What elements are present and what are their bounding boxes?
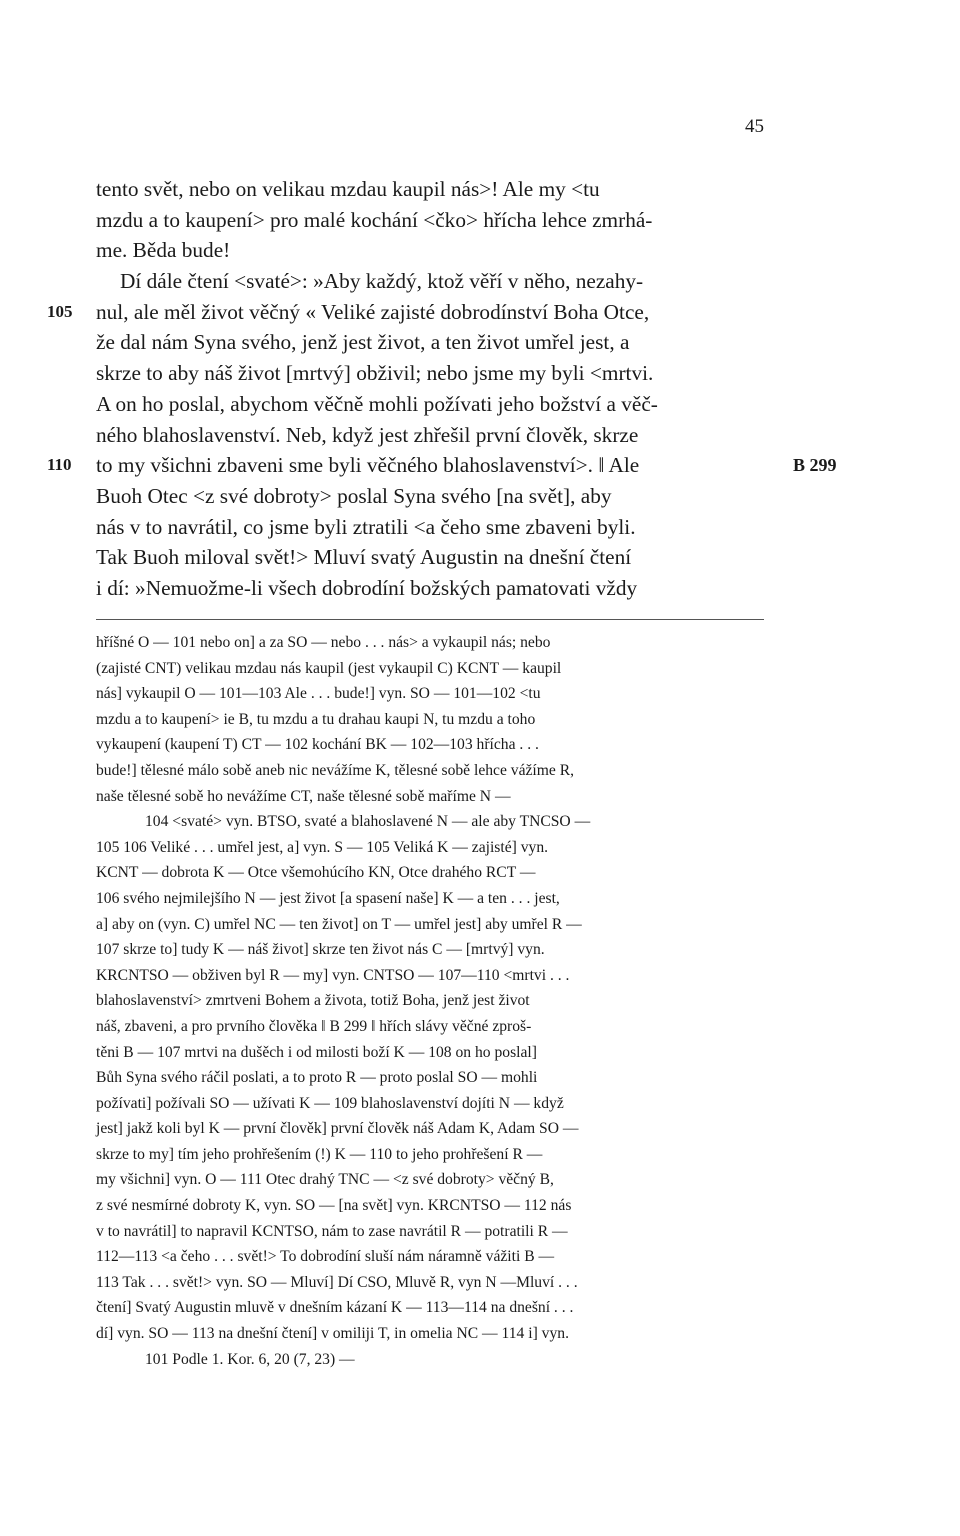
apparatus-text: (zajisté CNT) velikau mzdau nás kaupil (jest vykaupil C) KCNT — kaupil — [96, 659, 562, 677]
apparatus-text: 107 skrze to] tudy K — náš život] skrze ten život nás C — [mrtvý] vyn. — [96, 941, 545, 959]
main-text-content: mzdu a to kaupení> pro malé kochání <čko> hřícha lehce zmrhá- — [96, 207, 653, 232]
apparatus-line — [0, 1219, 960, 1245]
apparatus-line — [0, 681, 960, 707]
apparatus-line — [0, 1142, 960, 1168]
apparatus-line — [0, 1244, 960, 1270]
footnote: 101 Podle 1. Kor. 6, 20 (7, 23) — — [145, 1351, 355, 1368]
main-text-content: nul, ale měl život věčný « Veliké zajisté dobrodínství Boha Otce, — [96, 299, 650, 324]
main-text-content: tento svět, nebo on velikau mzdau kaupil nás>! Ale my <tu — [96, 177, 600, 201]
apparatus-text: a] aby on (vyn. C) umřel NC — ten život] on T — umřel jest] aby umřel R — — [96, 915, 582, 933]
main-text — [0, 174, 960, 604]
apparatus-line — [0, 1270, 960, 1296]
apparatus-text: v to navrátil] to napravil KCNTSO, nám to zase navrátil R — potratili R — — [96, 1222, 568, 1240]
apparatus-text: hříšné O — 101 nebo on] a za SO — nebo . . . nás> a vykaupil nás; nebo — [96, 634, 551, 651]
apparatus-line — [0, 963, 960, 989]
apparatus-line — [0, 809, 960, 835]
apparatus-text: vykaupení (kaupení T) CT — 102 kochání BK — 102—103 hřícha . . . — [96, 736, 539, 754]
main-text-line — [0, 205, 960, 236]
apparatus-text: bude!] tělesné málo sobě aneb nic nevážíme K, tělesné sobě lehce vážíme R, — [96, 761, 575, 779]
apparatus-text: mzdu a to kaupení> ie B, tu mzdu a tu drahau kaupi N, tu mzdu a toho — [96, 710, 536, 728]
apparatus-line — [0, 1091, 960, 1117]
apparatus-line — [0, 886, 960, 912]
apparatus-text: požívati] požívali SO — užívati K — 109 blahoslavenství dojíti N — když — [96, 1094, 564, 1112]
apparatus-text: 105 106 Veliké . . . umřel jest, a] vyn. S — 105 Veliká K — zajisté] vyn. — [96, 838, 549, 856]
apparatus-line — [0, 912, 960, 938]
page-number: 45 — [745, 116, 764, 137]
apparatus-line — [0, 988, 960, 1014]
main-text-line — [0, 420, 960, 451]
apparatus-line — [0, 1065, 960, 1091]
main-text-line — [0, 297, 960, 328]
apparatus-text: nás] vykaupil O — 101—103 Ale . . . bude!] vyn. SO — 101—102 <tu — [96, 685, 541, 703]
main-text-content: Buoh Otec <z své dobroty> poslal Syna svého [na svět], aby — [96, 483, 612, 508]
apparatus-line — [0, 835, 960, 861]
line-number: 110 — [47, 455, 72, 475]
main-text-line — [0, 174, 960, 205]
main-text-line — [0, 450, 960, 481]
main-text-content: že dal nám Syna svého, jenž jest život, a ten život umřel jest, a — [96, 330, 630, 355]
apparatus-line — [0, 732, 960, 758]
line-number: 105 — [47, 301, 73, 321]
main-text-content: A on ho poslal, abychom věčně mohli požívati jeho božství a věč- — [96, 391, 658, 416]
main-text-line — [0, 358, 960, 389]
apparatus-text: 104 <svaté> vyn. BTSO, svaté a blahoslavené N — ale aby TNCSO — — [145, 813, 591, 831]
apparatus-line — [0, 860, 960, 886]
main-text-line — [0, 573, 960, 604]
critical-apparatus — [0, 630, 960, 1347]
main-text-content: i dí: »Nemuožme-li všech dobrodíní božských pamatovati vždy — [96, 575, 638, 600]
main-text-content: skrze to aby náš život [mrtvý] obživil; nebo jsme my byli <mrtvi. — [96, 361, 654, 386]
apparatus-text: naše tělesné sobě ho nevážíme CT, naše tělesné sobě maříme N — — [96, 787, 511, 805]
apparatus-line — [0, 1167, 960, 1193]
footnote-separator — [96, 619, 764, 620]
apparatus-text: 106 svého nejmilejšího N — jest život [a spasení našе] K — a ten . . . jest, — [96, 889, 560, 907]
main-text-line — [0, 266, 960, 297]
main-text-line — [0, 235, 960, 266]
main-text-line — [0, 512, 960, 543]
apparatus-text: čtení] Svatý Augustin mluvě v dnešním kázaní K — 113—114 na dnešní . . . — [96, 1299, 574, 1317]
apparatus-line — [0, 1014, 960, 1040]
apparatus-text: KRCNTSO — obživen byl R — my] vyn. CNTSO — 107—110 <mrtvi . . . — [96, 966, 570, 984]
apparatus-text: 113 Tak . . . svět!> vyn. SO — Mluví] Dí CSO, Mluvě R, vyn N —Mluví . . . — [96, 1273, 578, 1291]
main-text-content: nás v to navrátil, co jsme byli ztratili <a čeho sme zbaveni byli. — [96, 514, 636, 539]
main-text-line — [0, 481, 960, 512]
apparatus-text: skrze to my] tím jeho prohřešením (!) K — 110 to jeho prohřešení R — — [96, 1145, 543, 1163]
apparatus-line — [0, 1295, 960, 1321]
main-text-line — [0, 327, 960, 358]
apparatus-text: KCNT — dobrota K — Otce všemohúcího KN, Otce drahého RCT — — [96, 864, 536, 882]
apparatus-line — [0, 630, 960, 656]
apparatus-text: blahoslavenství> zmrtveni Bohem a života, totiž Boha, jenž jest život — [96, 992, 530, 1010]
apparatus-line — [0, 784, 960, 810]
apparatus-line — [0, 1321, 960, 1347]
apparatus-line — [0, 758, 960, 784]
main-text-line — [0, 389, 960, 420]
apparatus-text: Bůh Syna svého ráčil poslati, a to proto R — proto poslal SO — mohli — [96, 1069, 538, 1087]
apparatus-line — [0, 1193, 960, 1219]
apparatus-line — [0, 707, 960, 733]
margin-reference: B 299 — [793, 455, 837, 476]
apparatus-text: z své nesmírné dobroty K, vyn. SO — [na svět] vyn. KRCNTSO — 112 nás — [96, 1197, 572, 1215]
apparatus-line — [0, 1116, 960, 1142]
apparatus-text: 112—113 <a čeho . . . svět!> To dobrodíní sluší nám náramně vážiti B — — [96, 1248, 555, 1266]
apparatus-text: těni B — 107 mrtvi na dušěch i od milosti boží K — 108 on ho poslal] — [96, 1043, 537, 1061]
apparatus-text: dí] vyn. SO — 113 na dnešní čtení] v omiliji T, in omelia NC — 114 i] vyn. — [96, 1325, 569, 1343]
main-text-content: Tak Buoh miloval svět!> Mluví svatý Augustin na dnešní čtení — [96, 545, 632, 570]
apparatus-line — [0, 937, 960, 963]
apparatus-text: my všichni] vyn. O — 111 Otec drahý TNC — <z své dobroty> věčný B, — [96, 1171, 554, 1189]
apparatus-text: náš, zbaveni, a pro prvního člověka ‖ B 299 ‖ hřích slávy věčné zproš- — [96, 1017, 532, 1035]
apparatus-line — [0, 1040, 960, 1066]
apparatus-line — [0, 656, 960, 682]
apparatus-text: jest] jakž koli byl K — první člověk] první člověk náš Adam K, Adam SO — — [96, 1120, 579, 1138]
main-text-content: Dí dále čtení <svaté>: »Aby každý, ktož věří v něho, nezahy- — [120, 269, 644, 294]
main-text-content: to my všichni zbaveni sme byli věčného blahoslavenství>. ‖ Ale — [96, 453, 640, 478]
main-text-content: me. Běda bude! — [96, 238, 231, 263]
main-text-line — [0, 542, 960, 573]
main-text-content: ného blahoslavenství. Neb, když jest zhřešil první člověk, skrze — [96, 422, 639, 447]
